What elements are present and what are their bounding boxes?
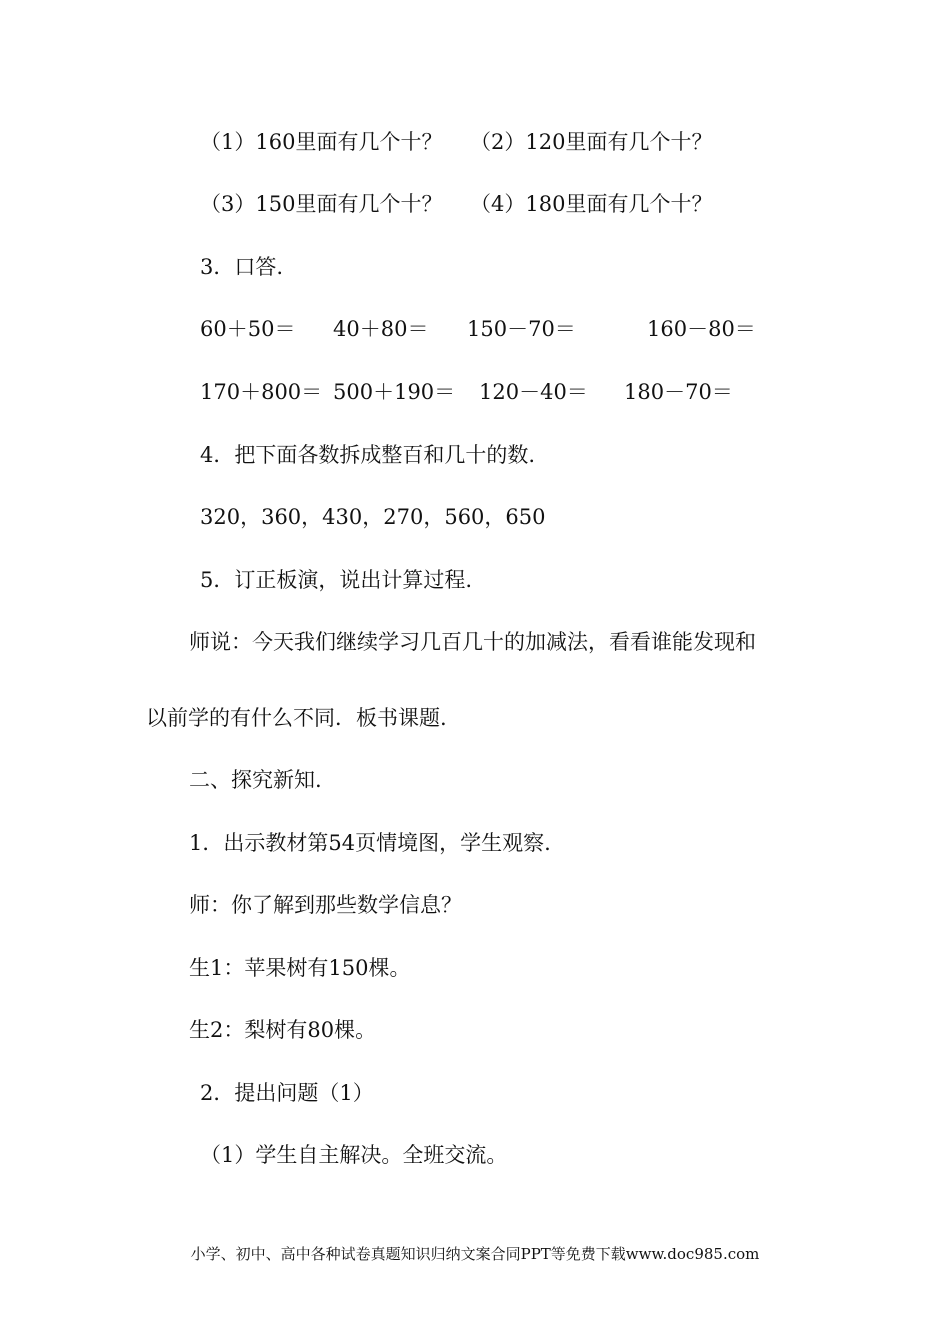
calc-item: 500＋190＝ <box>333 380 456 404</box>
calc-item: 150－70＝ <box>467 317 576 341</box>
calc-item: 60＋50＝ <box>200 317 296 341</box>
page-footer: 小学、初中、高中各种试卷真题知识归纳文案合同PPT等免费下载www.doc985.com <box>190 1245 760 1263</box>
section-4-numbers: 320，360，430，270，560，650 <box>200 505 546 529</box>
teacher-intro-line-2: 以前学的有什么不同．板书课题. <box>146 706 447 730</box>
question-2: （2）120里面有几个十？ <box>470 130 713 154</box>
teacher-intro-line-1: 师说：今天我们继续学习几百几十的加减法，看看谁能发现和 <box>189 630 756 654</box>
section-3-heading: 3．口答. <box>200 255 284 279</box>
calc-item: 40＋80＝ <box>333 317 429 341</box>
part-2-item-1: 1．出示教材第54页情境图，学生观察. <box>189 831 551 855</box>
calc-item: 170＋800＝ <box>200 380 323 404</box>
teacher-question: 师：你了解到那些数学信息？ <box>189 893 462 917</box>
question-1: （1）160里面有几个十？ <box>200 130 443 154</box>
section-5-heading: 5．订正板演，说出计算过程. <box>200 568 473 592</box>
question-3: （3）150里面有几个十？ <box>200 192 443 216</box>
question-4: （4）180里面有几个十？ <box>470 192 713 216</box>
calc-item: 180－70＝ <box>624 380 733 404</box>
section-4-heading: 4．把下面各数拆成整百和几十的数. <box>200 443 536 467</box>
part-2-item-2: 2．提出问题（1） <box>200 1081 374 1105</box>
part-2-heading: 二、探究新知. <box>189 768 322 792</box>
student-answer-1: 生1：苹果树有150棵。 <box>189 956 411 980</box>
student-answer-2: 生2：梨树有80棵。 <box>189 1018 377 1042</box>
calc-item: 160－80＝ <box>647 317 756 341</box>
calc-item: 120－40＝ <box>479 380 588 404</box>
part-2-sub-1: （1）学生自主解决。全班交流。 <box>200 1143 508 1167</box>
